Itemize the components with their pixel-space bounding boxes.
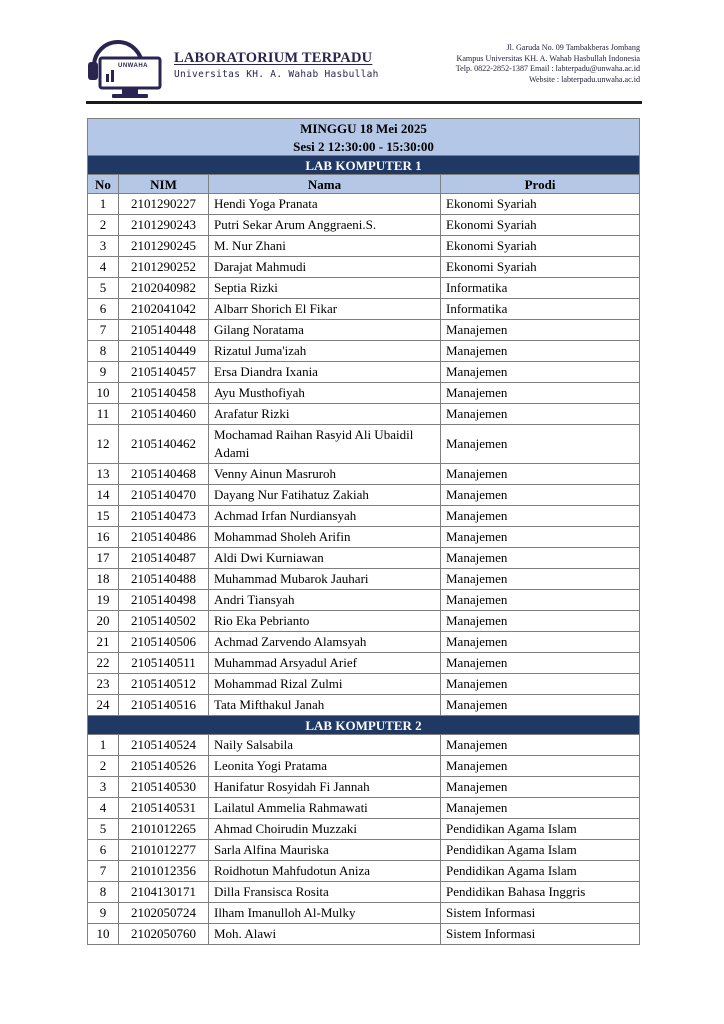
study-program: Manajemen [441, 632, 640, 653]
letterhead-divider [86, 101, 642, 104]
study-program: Ekonomi Syariah [441, 236, 640, 257]
student-name: Mohammad Sholeh Arifin [209, 527, 441, 548]
student-name: Muhammad Mubarok Jauhari [209, 569, 441, 590]
study-program: Ekonomi Syariah [441, 257, 640, 278]
column-header-prodi: Prodi [441, 175, 640, 194]
study-program: Sistem Informasi [441, 903, 640, 924]
study-program: Informatika [441, 278, 640, 299]
study-program: Pendidikan Bahasa Inggris [441, 882, 640, 903]
row-number: 6 [88, 299, 119, 320]
table-row [88, 236, 640, 257]
table-row [88, 903, 640, 924]
row-number: 1 [88, 194, 119, 215]
student-nim: 2105140448 [119, 320, 209, 341]
table-row [88, 527, 640, 548]
table-row [88, 611, 640, 632]
student-name: Hanifatur Rosyidah Fi Jannah [209, 777, 441, 798]
logo-text: UNWAHA [118, 63, 148, 69]
table-row [88, 735, 640, 756]
student-nim: 2105140488 [119, 569, 209, 590]
student-name: Albarr Shorich El Fikar [209, 299, 441, 320]
study-program: Manajemen [441, 341, 640, 362]
student-nim: 2105140516 [119, 695, 209, 716]
row-number: 3 [88, 777, 119, 798]
student-nim: 2105140457 [119, 362, 209, 383]
table-row [88, 653, 640, 674]
row-number: 7 [88, 861, 119, 882]
table-row [88, 320, 640, 341]
student-name: Rio Eka Pebrianto [209, 611, 441, 632]
student-nim: 2105140506 [119, 632, 209, 653]
row-number: 11 [88, 404, 119, 425]
row-number: 16 [88, 527, 119, 548]
student-nim: 2105140526 [119, 756, 209, 777]
student-nim: 2105140524 [119, 735, 209, 756]
student-nim: 2105140473 [119, 506, 209, 527]
table-row [88, 840, 640, 861]
student-name: Moh. Alawi [209, 924, 441, 945]
student-nim: 2101290245 [119, 236, 209, 257]
table-row [88, 590, 640, 611]
student-nim: 2101290227 [119, 194, 209, 215]
row-number: 1 [88, 735, 119, 756]
study-program: Manajemen [441, 590, 640, 611]
student-nim: 2101012356 [119, 861, 209, 882]
row-number: 5 [88, 278, 119, 299]
student-nim: 2105140511 [119, 653, 209, 674]
student-nim: 2102050760 [119, 924, 209, 945]
website-line: Website : labterpadu.unwaha.ac.id [528, 74, 640, 84]
table-row [88, 383, 640, 404]
column-header-row [88, 175, 640, 194]
student-nim: 2105140468 [119, 464, 209, 485]
study-program: Manajemen [441, 527, 640, 548]
study-program: Sistem Informasi [441, 924, 640, 945]
student-name: Hendi Yoga Pranata [209, 194, 441, 215]
table-row [88, 798, 640, 819]
row-number: 2 [88, 215, 119, 236]
row-number: 7 [88, 320, 119, 341]
row-number: 24 [88, 695, 119, 716]
lab-name: LAB KOMPUTER 1 [88, 156, 640, 175]
table-row [88, 362, 640, 383]
study-program: Manajemen [441, 464, 640, 485]
campus-line: Kampus Universitas KH. A. Wahab Hasbullah Indonesia [456, 53, 640, 63]
table-row [88, 278, 640, 299]
student-nim: 2102040982 [119, 278, 209, 299]
student-name: Ersa Diandra Ixania [209, 362, 441, 383]
row-number: 14 [88, 485, 119, 506]
row-number: 6 [88, 840, 119, 861]
study-program: Pendidikan Agama Islam [441, 861, 640, 882]
student-nim: 2105140498 [119, 590, 209, 611]
table-row [88, 464, 640, 485]
table-row [88, 882, 640, 903]
student-nim: 2105140449 [119, 341, 209, 362]
table-row [88, 569, 640, 590]
student-name: Ayu Musthofiyah [209, 383, 441, 404]
student-name: Andri Tiansyah [209, 590, 441, 611]
student-name: Achmad Irfan Nurdiansyah [209, 506, 441, 527]
table-row [88, 425, 640, 464]
study-program: Manajemen [441, 485, 640, 506]
letterhead [80, 30, 640, 105]
student-nim: 2105140460 [119, 404, 209, 425]
student-name: Septia Rizki [209, 278, 441, 299]
lab-section-header [88, 716, 640, 735]
lab-section-header [88, 156, 640, 175]
student-nim: 2105140530 [119, 777, 209, 798]
study-program: Pendidikan Agama Islam [441, 840, 640, 861]
table-row [88, 299, 640, 320]
table-row [88, 194, 640, 215]
student-name: Aldi Dwi Kurniawan [209, 548, 441, 569]
student-nim: 2101290243 [119, 215, 209, 236]
student-name: Achmad Zarvendo Alamsyah [209, 632, 441, 653]
study-program: Manajemen [441, 653, 640, 674]
phone-email-line: Telp. 0822-2852-1387 Email : labterpadu@unwaha.ac.id [455, 64, 640, 74]
study-program: Ekonomi Syariah [441, 215, 640, 236]
table-row [88, 257, 640, 278]
study-program: Manajemen [441, 383, 640, 404]
study-program: Manajemen [441, 425, 640, 464]
row-number: 18 [88, 569, 119, 590]
row-number: 12 [88, 425, 119, 464]
student-name: Venny Ainun Masruroh [209, 464, 441, 485]
table-row [88, 548, 640, 569]
table-row [88, 924, 640, 945]
table-row [88, 861, 640, 882]
student-name: Gilang Noratama [209, 320, 441, 341]
student-name: Tata Mifthakul Janah [209, 695, 441, 716]
student-name: M. Nur Zhani [209, 236, 441, 257]
row-number: 4 [88, 257, 119, 278]
study-program: Manajemen [441, 611, 640, 632]
table-row [88, 485, 640, 506]
study-program: Ekonomi Syariah [441, 194, 640, 215]
student-nim: 2102050724 [119, 903, 209, 924]
lab-title: LABORATORIUM TERPADU [174, 50, 373, 66]
student-nim: 2105140512 [119, 674, 209, 695]
date-header-row [88, 119, 640, 138]
table-row [88, 695, 640, 716]
table-row [88, 756, 640, 777]
row-number: 8 [88, 882, 119, 903]
student-name: Darajat Mahmudi [209, 257, 441, 278]
row-number: 21 [88, 632, 119, 653]
student-name: Mohammad Rizal Zulmi [209, 674, 441, 695]
study-program: Manajemen [441, 548, 640, 569]
row-number: 5 [88, 819, 119, 840]
study-program: Manajemen [441, 695, 640, 716]
student-nim: 2101012265 [119, 819, 209, 840]
student-nim: 2105140462 [119, 425, 209, 464]
row-number: 13 [88, 464, 119, 485]
column-header-nama: Nama [209, 175, 441, 194]
student-name: Muhammad Arsyadul Arief [209, 653, 441, 674]
session-time: Sesi 2 12:30:00 - 15:30:00 [88, 137, 640, 156]
student-name: Leonita Yogi Pratama [209, 756, 441, 777]
student-name: Mochamad Raihan Rasyid Ali Ubaidil Adami [209, 425, 441, 464]
study-program: Manajemen [441, 674, 640, 695]
student-name: Naily Salsabila [209, 735, 441, 756]
row-number: 17 [88, 548, 119, 569]
row-number: 23 [88, 674, 119, 695]
study-program: Manajemen [441, 569, 640, 590]
table-row [88, 674, 640, 695]
row-number: 9 [88, 903, 119, 924]
student-nim: 2105140470 [119, 485, 209, 506]
student-name: Lailatul Ammelia Rahmawati [209, 798, 441, 819]
row-number: 2 [88, 756, 119, 777]
lab-name: LAB KOMPUTER 2 [88, 716, 640, 735]
study-program: Pendidikan Agama Islam [441, 819, 640, 840]
row-number: 10 [88, 924, 119, 945]
student-name: Dilla Fransisca Rosita [209, 882, 441, 903]
row-number: 10 [88, 383, 119, 404]
study-program: Manajemen [441, 798, 640, 819]
lab-subtitle: Universitas KH. A. Wahab Hasbullah [174, 69, 379, 80]
lab-logo-icon [84, 36, 164, 100]
student-nim: 2101290252 [119, 257, 209, 278]
student-name: Sarla Alfina Mauriska [209, 840, 441, 861]
study-program: Manajemen [441, 756, 640, 777]
column-header-no: No [88, 175, 119, 194]
student-nim: 2105140531 [119, 798, 209, 819]
student-nim: 2102041042 [119, 299, 209, 320]
table-row [88, 777, 640, 798]
table-row [88, 506, 640, 527]
study-program: Manajemen [441, 404, 640, 425]
table-row [88, 404, 640, 425]
row-number: 4 [88, 798, 119, 819]
student-nim: 2105140487 [119, 548, 209, 569]
address-line: Jl. Garuda No. 09 Tambakberas Jombang [506, 43, 640, 52]
student-name: Ahmad Choirudin Muzzaki [209, 819, 441, 840]
exam-date: MINGGU 18 Mei 2025 [88, 119, 640, 138]
row-number: 19 [88, 590, 119, 611]
participant-table [87, 118, 640, 945]
table-row [88, 341, 640, 362]
student-name: Ilham Imanulloh Al-Mulky [209, 903, 441, 924]
student-name: Rizatul Juma'izah [209, 341, 441, 362]
student-nim: 2105140486 [119, 527, 209, 548]
student-nim: 2101012277 [119, 840, 209, 861]
student-name: Arafatur Rizki [209, 404, 441, 425]
student-name: Dayang Nur Fatihatuz Zakiah [209, 485, 441, 506]
table-row [88, 819, 640, 840]
study-program: Manajemen [441, 362, 640, 383]
row-number: 22 [88, 653, 119, 674]
student-nim: 2105140458 [119, 383, 209, 404]
session-header-row [88, 137, 640, 156]
row-number: 3 [88, 236, 119, 257]
row-number: 20 [88, 611, 119, 632]
row-number: 15 [88, 506, 119, 527]
column-header-nim: NIM [119, 175, 209, 194]
study-program: Manajemen [441, 506, 640, 527]
table-row [88, 632, 640, 653]
study-program: Manajemen [441, 320, 640, 341]
study-program: Informatika [441, 299, 640, 320]
student-nim: 2105140502 [119, 611, 209, 632]
student-name: Putri Sekar Arum Anggraeni.S. [209, 215, 441, 236]
student-name: Roidhotun Mahfudotun Aniza [209, 861, 441, 882]
contact-block [380, 43, 640, 85]
student-nim: 2104130171 [119, 882, 209, 903]
row-number: 9 [88, 362, 119, 383]
study-program: Manajemen [441, 735, 640, 756]
study-program: Manajemen [441, 777, 640, 798]
table-row [88, 215, 640, 236]
row-number: 8 [88, 341, 119, 362]
